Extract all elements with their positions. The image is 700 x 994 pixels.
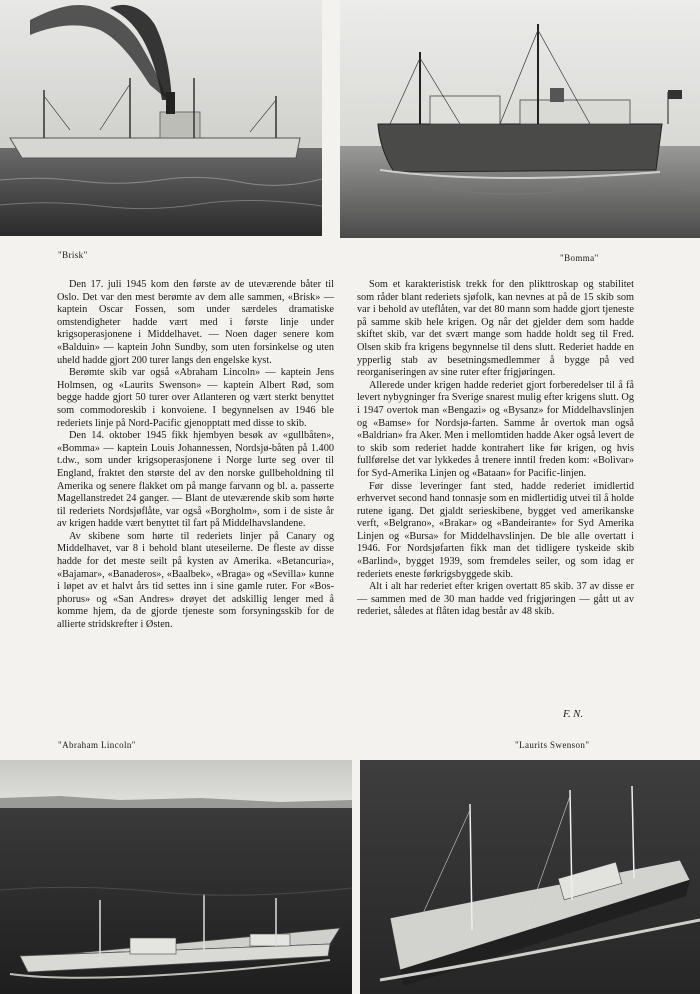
paragraph: Berømte skib var også «Abraham Lincoln» — kaptein Jens Holmsen, og «Laurits Swenson» — kaptein Albert Rød, som begge hadde gjort 50 turer over Atlanteren og vært sterkt benyttet som commodoreskib i konvoiene. I begynnelsen av 1946 ble rederiets linje på Nord-Pacific gjenopptatt med disse to skib. <box>57 367 334 429</box>
caption-abraham-lincoln: "Abraham Lincoln" <box>58 740 136 750</box>
signature: F. N. <box>563 709 583 720</box>
paragraph: Allerede under krigen hadde rederiet gjort forberedelser til å få levert nybygninger fra Sverige snarest mulig efter krigens slutt. Og i 1947 overtok man «Bengazi» og «Bysanz» for Middelhavslinjen og «Bamse» for Nordsjø-farten. Samme år overtok man også «Baldrian» fra Aker. Men i mellomtiden hadde Aker også levert de to skib som rederiet hadde kontrahert like før krigen, og hvis fullførelse det var lykkedes å trenere inntil freden kom: «Bolivar» for Syd-Amerika Linjen og «Bataan» for Pacific-linjen. <box>357 379 634 479</box>
paragraph: Av skibene som hørte til rederiets linjer på Canary og Middelhavet, var 8 i behold blant uteseilerne. De fleste av disse hadde for det meste seilt på kysten av Amerika. «Betancuria», «Bajamar», «Banaderos», «Baalbek», «Braga» og «Sevilla» kunne i løpet av et halvt års tid settes inn i sine gamle ruter. For «Bosphorus» og «San Andres» drøyet det adskillig lenger med å komme hjem, da de gjorde tjeneste som forsyningsskib for de allierte stridskrefter i Østen. <box>57 530 334 631</box>
paragraph: Alt i alt har rederiet efter krigen overtatt 85 skib. 37 av disse er — sammen med de 30 man hadde ved frigjøringen — gått ut av rederiet, således at flåten idag består av 48 skib. <box>357 581 634 618</box>
photo-abraham-lincoln <box>0 760 352 994</box>
caption-laurits-swenson: "Laurits Swenson" <box>515 740 590 750</box>
caption-bomma: "Bomma" <box>560 253 599 263</box>
right-text-column <box>357 279 634 619</box>
paragraph: Før disse leveringer fant sted, hadde rederiet imidlertid erhvervet second hand tonnasje som en midlertidig utvei til å holde rutene igang. Det gjaldt serieskibene, bygget ved amerikanske verft, «Belgrano», «Brakar» og «Bandeirante» for Syd Amerika Linjen og «Bursa» for Middelhavslinjen. De ble alle overtatt i 1946. For Nordsjøfarten fikk man det tidligere tyskeide skib «Barlind», bygget 1939, som fremdeles seiler, og som idag er rederiets eneste førkrigsbyggede skib. <box>357 480 634 580</box>
paragraph: Den 14. oktober 1945 fikk hjembyen besøk av «gullbåten», «Bomma» — kaptein Louis Johannessen, Nordsjø-båten på 1.400 t.dw., som under krigsoperasjonene i Norge lurte seg over til England, fraktet den største del av den norske gullbeholdning til Amerika og senere flakket om på mange farvann og bl. a. passerte Magellanstredet 24 ganger. — Blant de uteværende skib som hørte til rederiets Nordsjøflåte, var også «Borgholm», som i de siste år av krigen hadde vært benyttet til fart på Middelhavslandene. <box>57 430 334 530</box>
photo-laurits-swenson <box>360 760 700 994</box>
paragraph: Den 17. juli 1945 kom den første av de uteværende båter til Oslo. Det var den mest berømte av dem alle sammen, «Brisk» — kaptein Oscar Fossen, som under særdeles dramatiske omstendigheter hadde vært med i første linje under krigsoperasjonene i Middelhavet. — Noen dager senere kom «Balduin» — kaptein John Sundby, som uten forsinkelse og uten uheld hadde gjort 200 turer langs den engelske kyst. <box>57 279 334 366</box>
paragraph: Som et karakteristisk trekk for den plikttroskap og stabilitet som råder blant rederiets sjøfolk, kan nevnes at på de 15 skib som var i behold av uteflåten, var det 80 mann som hadde gjort tjeneste på samme skib hele krigen. Og når det gjelder dem som hadde skiftet skib, var det svært mange som hadde holdt seg til Fred. Olsen skib fra krigens begynnelse til dens slutt. Rederiet hadde en ypperlig stab av besetningsmedlemmer å bygge på ved reorganiseringen av sine ruter efter frigjøringen. <box>357 279 634 379</box>
photo-bomma <box>340 0 700 238</box>
photo-brisk <box>0 0 322 236</box>
caption-brisk: "Brisk" <box>58 250 88 260</box>
left-text-column <box>57 279 334 632</box>
